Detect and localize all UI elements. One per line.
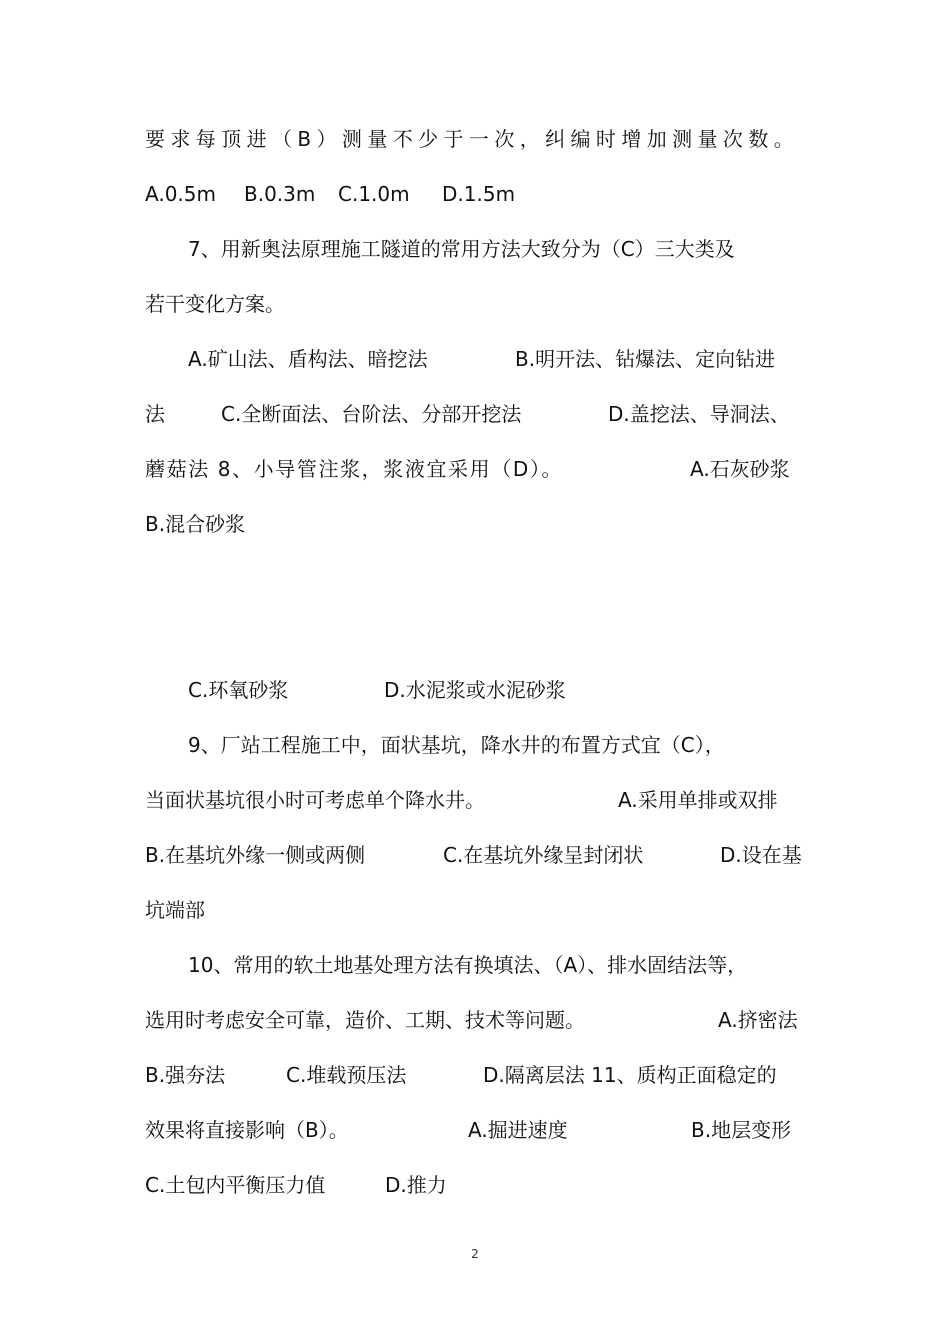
option-line [145, 174, 810, 214]
option-b: B.明开法、钻爆法、定向钻进 [515, 347, 776, 371]
text-line [145, 1000, 810, 1040]
option-a: A.矿山法、盾构法、暗挖法 [188, 347, 428, 371]
option-c: C.在基坑外缘呈封闭状 [443, 843, 644, 867]
text-segment: 要求每顶进（B）测量不少于一次，纠编时增加测量次数。 [145, 127, 800, 151]
text-segment: 10、常用的软土地基处理方法有换填法、（A）、排水固结法等， [188, 953, 748, 977]
text-segment: 选用时考虑安全可靠，造价、工期、技术等问题。 [145, 1008, 585, 1032]
option-a: A.挤密法 [718, 1008, 798, 1032]
text-segment: 坑端部 [145, 898, 205, 922]
option-b: B.地层变形 [691, 1118, 792, 1142]
question-10 [188, 945, 810, 985]
option-d: D.推力 [385, 1173, 447, 1197]
text-segment: 7、用新奥法原理施工隧道的常用方法大致分为（C）三大类及 [188, 237, 735, 261]
text-segment: 法 [145, 402, 165, 426]
option-a: A.掘进速度 [468, 1118, 568, 1142]
question-8 [145, 449, 810, 489]
option-c: C.全断面法、台阶法、分部开挖法 [221, 402, 522, 426]
option-line [145, 504, 810, 544]
option-line [145, 1055, 810, 1095]
option-line [188, 339, 810, 379]
option-a: A.0.5m [145, 182, 216, 206]
option-d: D.隔离层法 11、质构正面稳定的 [483, 1063, 777, 1087]
text-line [145, 119, 810, 159]
text-line [145, 780, 810, 820]
text-segment: 效果将直接影响（B）。 [145, 1118, 349, 1142]
option-line [145, 1165, 810, 1205]
option-c: C.土包内平衡压力值 [145, 1173, 326, 1197]
option-a: A.石灰砂浆 [690, 457, 790, 481]
option-a: A.采用单排或双排 [618, 788, 778, 812]
option-d: D.盖挖法、导洞法、 [608, 402, 790, 426]
option-c: C.堆载预压法 [286, 1063, 407, 1087]
option-line [145, 394, 810, 434]
text-segment: 若干变化方案。 [145, 292, 285, 316]
option-b: B.混合砂浆 [145, 512, 246, 536]
text-segment: 蘑菇法 8、小导管注浆，浆液宜采用（D）。 [145, 457, 564, 481]
option-b: B.0.3m [244, 182, 316, 206]
option-d: D.1.5m [442, 182, 516, 206]
page-number: 2 [471, 1247, 479, 1261]
text-segment: 9、厂站工程施工中，面状基坑，降水井的布置方式宜（C）， [188, 733, 725, 757]
option-b: B.强夯法 [145, 1063, 226, 1087]
option-c: C.环氧砂浆 [188, 678, 289, 702]
option-b: B.在基坑外缘一侧或两侧 [145, 843, 366, 867]
question-11 [145, 1110, 810, 1150]
option-line [145, 835, 810, 875]
question-7 [188, 229, 810, 269]
text-segment: 当面状基坑很小时可考虑单个降水井。 [145, 788, 485, 812]
option-line [188, 670, 810, 710]
text-line [145, 890, 810, 930]
question-9 [188, 725, 810, 765]
option-c: C.1.0m [338, 182, 410, 206]
option-d: D.设在基 [720, 843, 802, 867]
text-line [145, 284, 810, 324]
option-d: D.水泥浆或水泥砂浆 [384, 678, 566, 702]
